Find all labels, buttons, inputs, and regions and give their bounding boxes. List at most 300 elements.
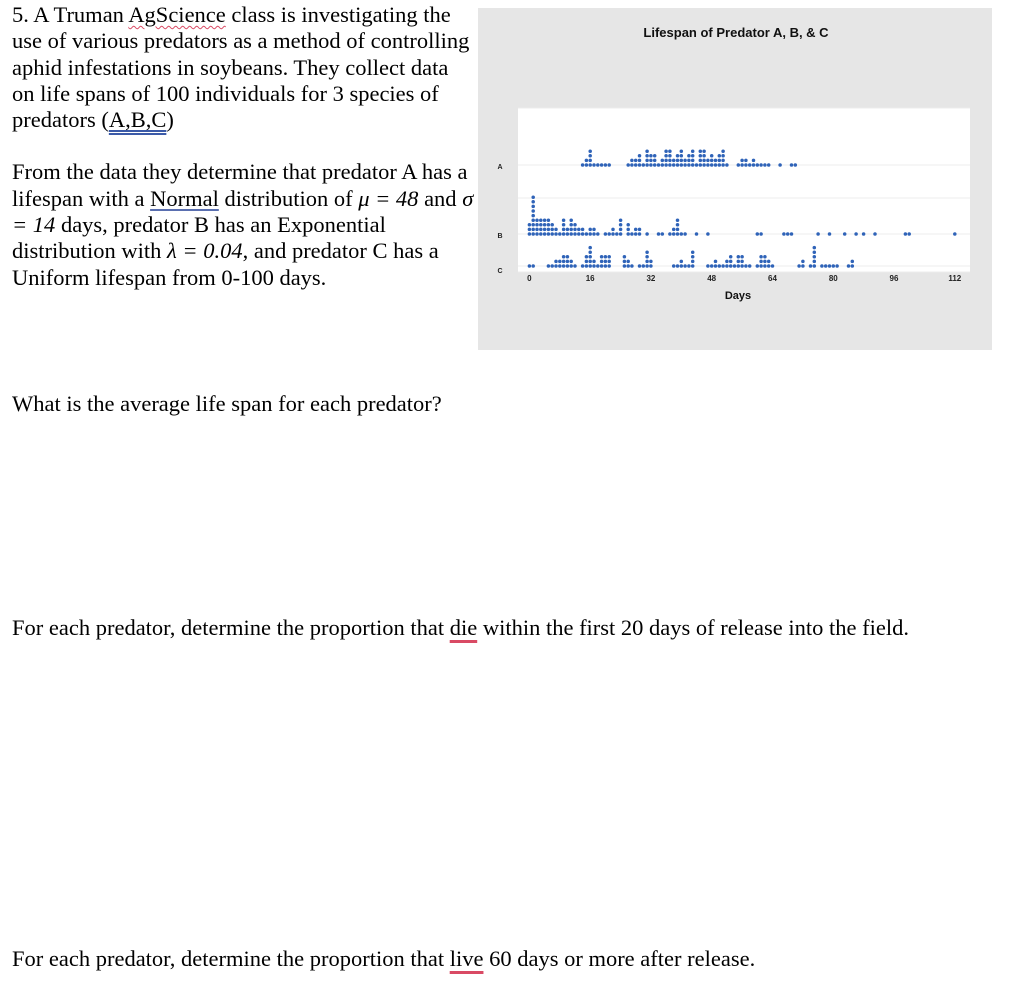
- dot: [596, 163, 600, 167]
- dot: [588, 255, 592, 258]
- dot: [592, 260, 596, 264]
- dot: [645, 154, 649, 158]
- chart-title: Lifespan of Predator A, B, & C: [643, 25, 829, 40]
- dot: [668, 163, 672, 167]
- dot: [531, 200, 535, 204]
- dot: [531, 228, 535, 232]
- dist-text-b: distribution of: [218, 185, 359, 211]
- dot: [588, 250, 592, 254]
- dot: [668, 149, 672, 153]
- dot: [634, 163, 638, 167]
- dot: [672, 228, 676, 232]
- dot: [558, 232, 562, 236]
- dot: [630, 264, 634, 268]
- dot: [573, 223, 577, 227]
- dot: [676, 218, 680, 222]
- dot: [626, 264, 630, 268]
- dot: [649, 163, 653, 167]
- mu-value: μ = 48: [358, 185, 419, 211]
- dot: [710, 264, 714, 268]
- row-label: C: [497, 268, 503, 275]
- dot: [680, 264, 684, 268]
- question-die-20: [12, 615, 952, 641]
- dot: [630, 163, 634, 167]
- dot: [588, 264, 592, 268]
- dot: [794, 163, 798, 167]
- dot: [691, 264, 695, 268]
- dot: [600, 163, 604, 167]
- question-average: [12, 391, 442, 417]
- dot: [691, 159, 695, 163]
- dot: [683, 159, 687, 163]
- dot: [539, 218, 543, 222]
- dot: [585, 163, 589, 167]
- dot: [653, 154, 657, 158]
- dot: [740, 264, 744, 268]
- dot: [664, 163, 668, 167]
- dot: [619, 232, 623, 236]
- dot: [672, 232, 676, 236]
- dot: [619, 228, 623, 232]
- dot: [585, 260, 589, 264]
- dot: [573, 264, 577, 268]
- x-tick-label: 112: [948, 274, 962, 283]
- dot: [721, 264, 725, 268]
- dot: [543, 228, 547, 232]
- dot: [691, 260, 695, 264]
- q3-text-b: 60 days or more after release.: [483, 946, 756, 971]
- dot: [680, 154, 684, 158]
- dot: [676, 223, 680, 227]
- dot: [649, 154, 653, 158]
- dot: [645, 255, 649, 258]
- dot: [562, 232, 566, 236]
- dot: [721, 154, 725, 158]
- dot: [528, 228, 532, 232]
- dot: [832, 264, 836, 268]
- row-labels: [497, 164, 502, 275]
- dot: [740, 260, 744, 264]
- dot: [710, 154, 714, 158]
- dot: [638, 232, 642, 236]
- x-tick-label: 32: [646, 274, 656, 283]
- dot: [623, 264, 627, 268]
- dot: [661, 159, 665, 163]
- dot: [763, 163, 767, 167]
- dot: [683, 264, 687, 268]
- dot: [547, 232, 551, 236]
- dot: [554, 264, 558, 268]
- question-live-60: [12, 946, 755, 972]
- dot: [759, 163, 763, 167]
- dot: [630, 232, 634, 236]
- dot: [714, 163, 718, 167]
- dot: [588, 154, 592, 158]
- dot: [615, 232, 619, 236]
- dot: [702, 149, 706, 153]
- dot: [657, 163, 661, 167]
- dot: [645, 232, 649, 236]
- dot: [740, 159, 744, 163]
- dot: [797, 264, 801, 268]
- dot: [569, 232, 573, 236]
- row-label: B: [497, 233, 503, 240]
- dot: [710, 163, 714, 167]
- dot: [611, 232, 615, 236]
- dot: [782, 232, 786, 236]
- dot: [680, 149, 684, 153]
- dot: [657, 232, 661, 236]
- distribution-paragraph: [12, 159, 474, 290]
- dot: [759, 232, 763, 236]
- dot: [737, 264, 741, 268]
- dot: [828, 264, 832, 268]
- dot: [790, 163, 794, 167]
- dot: [634, 228, 638, 232]
- dot: [687, 159, 691, 163]
- dot: [813, 246, 817, 250]
- dot: [725, 264, 729, 268]
- x-axis-label: Days: [724, 290, 752, 302]
- dot: [904, 232, 908, 236]
- dot: [680, 163, 684, 167]
- dot: [683, 163, 687, 167]
- dot: [672, 264, 676, 268]
- dot: [813, 260, 817, 264]
- dot: [767, 260, 771, 264]
- dot: [801, 264, 805, 268]
- dot: [543, 218, 547, 222]
- dot: [661, 232, 665, 236]
- dot: [748, 264, 752, 268]
- dot: [680, 260, 684, 264]
- dot: [668, 232, 672, 236]
- dot: [771, 264, 775, 268]
- dot: [596, 264, 600, 268]
- dot: [729, 255, 733, 258]
- dot: [687, 163, 691, 167]
- dot: [600, 260, 604, 264]
- dot: [702, 159, 706, 163]
- dot: [687, 264, 691, 268]
- dot: [604, 260, 608, 264]
- dot: [710, 159, 714, 163]
- dot: [649, 159, 653, 163]
- dot: [531, 232, 535, 236]
- dot: [649, 264, 653, 268]
- dot: [752, 163, 756, 167]
- dot: [588, 228, 592, 232]
- q2-text-b: within the first 20 days of release into the field.: [477, 615, 909, 640]
- dot: [664, 154, 668, 158]
- dot: [729, 260, 733, 264]
- dot: [569, 260, 573, 264]
- spellcheck-word: AgScience: [128, 2, 226, 27]
- dot: [733, 264, 737, 268]
- dot: [653, 159, 657, 163]
- dot: [714, 159, 718, 163]
- dot: [763, 255, 767, 258]
- dot: [638, 154, 642, 158]
- lambda-value: λ = 0.04: [167, 238, 243, 264]
- dot: [543, 232, 547, 236]
- dot: [566, 228, 570, 232]
- dot: [672, 163, 676, 167]
- dist-text-a: From the data they determine that predator A has a lifespan with a: [12, 159, 468, 211]
- dot: [562, 260, 566, 264]
- plot-area: [518, 108, 970, 272]
- dot: [550, 264, 554, 268]
- dot: [737, 260, 741, 264]
- dot: [664, 159, 668, 163]
- dot: [820, 264, 824, 268]
- question-number: 5.: [12, 2, 29, 27]
- dot: [680, 159, 684, 163]
- dot: [550, 223, 554, 227]
- dot: [706, 163, 710, 167]
- dot: [581, 163, 585, 167]
- dot: [725, 163, 729, 167]
- dot: [626, 232, 630, 236]
- dot: [607, 264, 611, 268]
- dot: [691, 149, 695, 153]
- dot: [547, 228, 551, 232]
- dot: [569, 218, 573, 222]
- x-tick-label: 64: [768, 274, 777, 283]
- dot: [661, 163, 665, 167]
- dot: [702, 154, 706, 158]
- dot: [596, 232, 600, 236]
- x-tick-label: 16: [585, 274, 595, 283]
- dot: [672, 159, 676, 163]
- dot: [645, 149, 649, 153]
- dist-text-e: , and predator C has a Uniform lifespan from 0-100 days.: [12, 238, 439, 290]
- dot: [585, 255, 589, 258]
- dot: [653, 163, 657, 167]
- dot: [550, 232, 554, 236]
- dot: [695, 163, 699, 167]
- dot: [790, 232, 794, 236]
- die-word: die: [449, 615, 478, 640]
- dot: [718, 163, 722, 167]
- dot: [626, 228, 630, 232]
- dot: [676, 228, 680, 232]
- dot: [680, 232, 684, 236]
- dot: [611, 228, 615, 232]
- dot: [645, 250, 649, 254]
- dot: [558, 264, 562, 268]
- dotplot-svg: [478, 8, 992, 350]
- dot: [718, 154, 722, 158]
- dot: [607, 255, 611, 258]
- dot: [535, 218, 539, 222]
- dot: [748, 163, 752, 167]
- dot: [562, 223, 566, 227]
- dot: [744, 159, 748, 163]
- dot: [626, 223, 630, 227]
- dot: [588, 246, 592, 250]
- dot: [706, 264, 710, 268]
- x-tick-label: 0: [527, 274, 532, 283]
- dot: [718, 264, 722, 268]
- dot: [714, 264, 718, 268]
- dot: [843, 232, 847, 236]
- dot: [725, 260, 729, 264]
- dot: [604, 255, 608, 258]
- dot: [687, 154, 691, 158]
- dot: [824, 264, 828, 268]
- dot: [543, 223, 547, 227]
- dot: [756, 232, 760, 236]
- dot: [638, 159, 642, 163]
- dot: [547, 223, 551, 227]
- dot: [531, 195, 535, 199]
- dot: [645, 264, 649, 268]
- dot: [531, 205, 535, 209]
- dot: [638, 264, 642, 268]
- dot: [528, 264, 532, 268]
- dot: [554, 228, 558, 232]
- dot: [547, 218, 551, 222]
- dot: [676, 232, 680, 236]
- dot: [562, 255, 566, 258]
- dot: [756, 163, 760, 167]
- species-list: A,B,C: [108, 107, 167, 133]
- dot: [816, 232, 820, 236]
- dot: [706, 159, 710, 163]
- dot: [847, 264, 851, 268]
- dot: [550, 228, 554, 232]
- dot: [668, 159, 672, 163]
- dotplot-chart: [478, 8, 992, 350]
- dot: [752, 159, 756, 163]
- dot: [539, 228, 543, 232]
- q1-text: What is the average life span for each predator?: [12, 391, 442, 416]
- dot: [604, 264, 608, 268]
- dot: [604, 163, 608, 167]
- dot: [721, 149, 725, 153]
- dot: [642, 264, 646, 268]
- dot: [767, 264, 771, 268]
- dot: [714, 260, 718, 264]
- dot: [649, 260, 653, 264]
- dot: [744, 264, 748, 268]
- intro-text: A Truman: [33, 2, 129, 27]
- dot: [577, 232, 581, 236]
- dot: [668, 154, 672, 158]
- dot: [737, 163, 741, 167]
- dot: [569, 228, 573, 232]
- dot: [592, 228, 596, 232]
- x-tick-label: 96: [889, 274, 899, 283]
- dist-text-d: days, predator B has an Exponential distribution with: [12, 212, 386, 264]
- dot: [676, 159, 680, 163]
- dot: [585, 159, 589, 163]
- dot: [569, 223, 573, 227]
- dot: [691, 154, 695, 158]
- dot: [862, 232, 866, 236]
- dot: [607, 163, 611, 167]
- dot: [683, 232, 687, 236]
- dot: [588, 159, 592, 163]
- dot: [528, 223, 532, 227]
- dot: [907, 232, 911, 236]
- dot: [528, 232, 532, 236]
- dot: [638, 163, 642, 167]
- dot: [539, 223, 543, 227]
- x-tick-label: 80: [828, 274, 838, 283]
- dot: [619, 223, 623, 227]
- dot: [531, 209, 535, 213]
- dot: [767, 163, 771, 167]
- dot: [706, 232, 710, 236]
- dot: [588, 260, 592, 264]
- dot: [691, 250, 695, 254]
- dot: [756, 264, 760, 268]
- dot: [535, 223, 539, 227]
- dot: [763, 264, 767, 268]
- dot: [676, 163, 680, 167]
- dot: [645, 260, 649, 264]
- dot: [759, 260, 763, 264]
- dot: [813, 264, 817, 268]
- dot: [702, 163, 706, 167]
- dot: [588, 232, 592, 236]
- dot: [699, 154, 703, 158]
- dot: [531, 214, 535, 218]
- dot: [759, 255, 763, 258]
- dot: [588, 149, 592, 153]
- dot: [801, 260, 805, 264]
- dot: [626, 260, 630, 264]
- dot: [721, 163, 725, 167]
- dot: [566, 264, 570, 268]
- dot: [786, 232, 790, 236]
- dot: [718, 159, 722, 163]
- dot: [585, 232, 589, 236]
- dot: [664, 149, 668, 153]
- dot: [619, 218, 623, 222]
- dot: [634, 159, 638, 163]
- dot: [531, 264, 535, 268]
- dot: [569, 264, 573, 268]
- dot: [691, 163, 695, 167]
- dot: [737, 255, 741, 258]
- dot: [623, 255, 627, 258]
- dot: [592, 163, 596, 167]
- dot: [642, 163, 646, 167]
- dot: [740, 163, 744, 167]
- intro-paragraph: [12, 2, 474, 133]
- dot: [547, 264, 551, 268]
- dot: [691, 255, 695, 258]
- dot: [600, 255, 604, 258]
- dot: [676, 264, 680, 268]
- dot: [763, 260, 767, 264]
- live-word: live: [449, 946, 484, 971]
- dot: [729, 264, 733, 268]
- dot: [645, 159, 649, 163]
- dot: [645, 163, 649, 167]
- dot: [813, 250, 817, 254]
- dot: [676, 154, 680, 158]
- dot: [562, 264, 566, 268]
- dot: [828, 232, 832, 236]
- dot: [581, 232, 585, 236]
- dot: [573, 228, 577, 232]
- dot: [531, 223, 535, 227]
- intro-close: ): [166, 107, 174, 133]
